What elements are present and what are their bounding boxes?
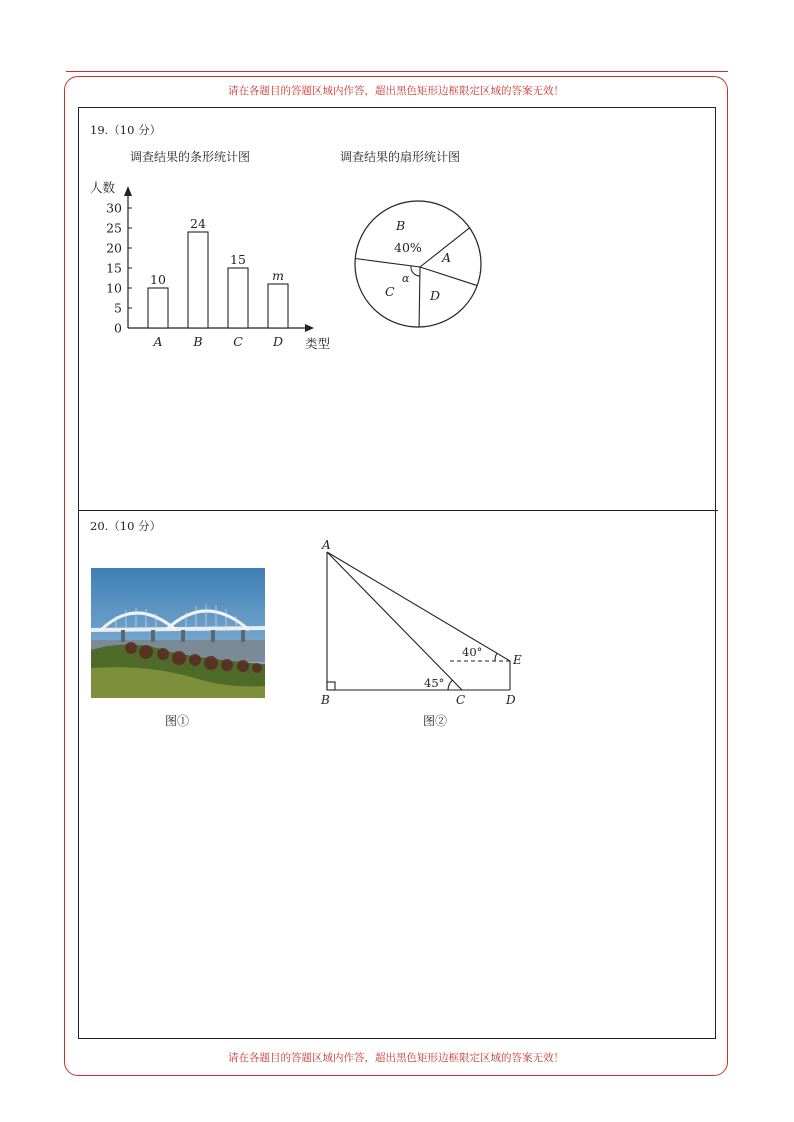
bar-category-label: A (153, 334, 163, 349)
bar-d (268, 284, 288, 328)
question-divider (78, 510, 718, 511)
bar-a (148, 288, 168, 328)
point-a-label: A (322, 538, 331, 552)
point-b-label: B (321, 693, 330, 707)
pie-label-b: B (396, 218, 406, 233)
bridge-photo (91, 568, 265, 698)
pie-angle-label: α (402, 272, 410, 285)
q20-label: 20.（10 分） (90, 519, 162, 533)
angle-c-label: 45° (424, 676, 445, 690)
bar-data-label: 24 (190, 216, 206, 231)
bar-y-tick-label: 15 (106, 260, 122, 276)
bar-y-axis-arrow (124, 186, 132, 196)
bottom-notice: 请在各题目的答题区域内作答，超出黑色矩形边框限定区域的答案无效！ (228, 1052, 564, 1064)
bar-data-label: m (272, 268, 284, 283)
bar-chart (80, 172, 350, 357)
pie-label-d: D (430, 288, 441, 303)
segment-ac (327, 552, 462, 690)
bar-y-tick-label: 20 (106, 240, 122, 256)
bar-y-tick-label: 25 (106, 220, 122, 236)
bar-y-tick-label: 5 (114, 300, 122, 316)
bar-y-axis-label: 人数 (90, 180, 116, 195)
bar-category-label: D (272, 334, 284, 349)
fig2-caption: 图② (423, 714, 448, 728)
bar-category-label: B (193, 334, 203, 349)
pie-label-a: A (442, 250, 452, 265)
pie-chart (350, 200, 490, 330)
bar-category-label: C (233, 334, 243, 349)
bar-y-tick-label: 30 (106, 200, 122, 216)
angle-e-label: 40° (462, 645, 483, 659)
point-c-label: C (456, 693, 466, 707)
pie-outline (355, 201, 481, 327)
pie-chart-title: 调查结果的扇形统计图 (340, 150, 461, 164)
pie-label-b-percent: 40% (394, 240, 422, 255)
pie-label-c: C (385, 284, 395, 299)
angle-arc-c (448, 680, 453, 690)
fig1-caption: 图① (165, 714, 190, 728)
bar-b (188, 232, 208, 328)
bar-y-tick-label: 0 (114, 320, 122, 336)
bar-data-label: 15 (230, 252, 246, 267)
top-notice: 请在各题目的答题区域内作答，超出黑色矩形边框限定区域的答案无效！ (228, 85, 564, 97)
bar-c (228, 268, 248, 328)
point-d-label: D (506, 693, 516, 707)
angle-arc-e (495, 653, 497, 661)
point-e-label: E (513, 653, 522, 667)
bar-chart-title: 调查结果的条形统计图 (130, 150, 251, 164)
bar-data-label: 10 (150, 272, 166, 287)
right-angle-mark-b (327, 682, 335, 690)
bar-x-axis-label: 类型 (305, 336, 331, 351)
q19-label: 19.（10 分） (90, 123, 162, 137)
bar-x-axis-arrow (305, 324, 314, 332)
bar-y-tick-label: 10 (106, 280, 122, 296)
top-rule (66, 71, 728, 72)
geometry-figure (310, 535, 540, 710)
segment-ae (327, 552, 510, 661)
